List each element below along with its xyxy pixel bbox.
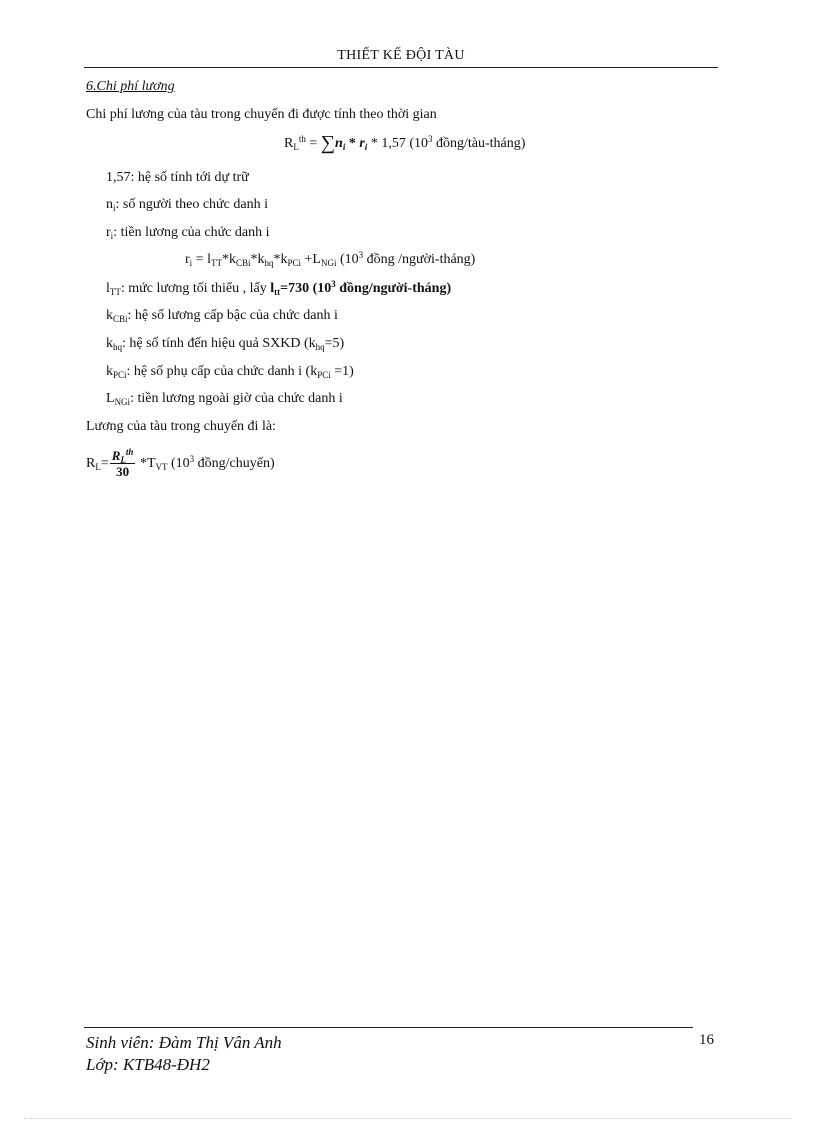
f2-l-sub: TT	[210, 258, 222, 268]
f1-lhs-sup: th	[298, 134, 306, 144]
page-number: 16	[699, 1032, 714, 1048]
ltt-value-sup: 3	[331, 279, 336, 289]
page-header-title: THIẾT KẾ ĐỘI TÀU	[337, 48, 465, 63]
definition-k-cbi	[106, 307, 338, 325]
f2-k3-sub: PCi	[287, 258, 302, 268]
definition-reserve-coefficient: 1,57: hệ số tính tới dự trữ	[106, 170, 249, 185]
khq-sub: hq	[113, 342, 122, 352]
f2-r: r	[185, 252, 190, 267]
kpci-sub: PCi	[113, 370, 127, 380]
f2-eq: = l	[192, 252, 211, 267]
f2-k1-sub: CBi	[235, 258, 251, 268]
f2-k2: *k	[250, 252, 265, 267]
footer-student-name: Sinh viên: Đàm Thị Vân Anh	[86, 1033, 282, 1052]
f1-lhs-sub: L	[293, 142, 299, 152]
d3-var: r	[106, 225, 111, 240]
fraction	[110, 448, 136, 479]
f2-l2-sub: NGi	[320, 258, 337, 268]
f1-eq: =	[305, 136, 321, 151]
formula-salary-per-month	[284, 134, 525, 153]
ltt-bold-var: l	[270, 281, 275, 296]
kpci-sub2: PCi	[317, 370, 331, 380]
f3-num: R	[111, 448, 121, 464]
f1-lhs: R	[284, 136, 294, 151]
f2-unit: đồng /người-tháng)	[363, 252, 476, 267]
kcbi-sub: CBi	[113, 314, 128, 324]
f1-n: n	[335, 136, 343, 151]
f2-plus: +L	[301, 252, 321, 267]
kcbi-var: k	[106, 308, 113, 323]
f2-r-sub: i	[189, 258, 193, 268]
ltt-var: l	[106, 281, 110, 296]
khq-sub2: hq	[315, 342, 325, 352]
page-bottom-border	[24, 1118, 792, 1119]
ltt-value-unit: đồng/người-tháng)	[335, 281, 452, 296]
sum-symbol: ∑	[320, 132, 336, 154]
f2-k3: *k	[273, 252, 288, 267]
f3-unit-pre: (10	[167, 456, 190, 471]
f2-unit-sup: 3	[358, 250, 364, 260]
definition-l-ngi	[106, 390, 343, 408]
fraction-numerator	[110, 448, 136, 464]
ltt-bold-sub: tt	[274, 287, 281, 297]
f3-mult-sub: VT	[155, 462, 168, 472]
f1-rest: * 1,57 (10	[367, 136, 428, 151]
header-rule	[84, 67, 718, 68]
lngi-text: : tiền lương ngoài giờ của chức danh i	[130, 391, 343, 406]
d3-text: : tiền lương của chức danh i	[113, 225, 270, 240]
f3-unit-sup: 3	[189, 454, 195, 464]
f3-mult: *T	[136, 456, 156, 471]
definition-n-i	[106, 196, 268, 214]
section-title: 6.Chi phí lương	[86, 79, 175, 94]
ltt-sub: TT	[109, 287, 121, 297]
f3-lhs-sub: L	[95, 462, 101, 472]
formula-salary-per-trip	[86, 447, 275, 481]
f3-eq: =	[100, 456, 109, 471]
f1-r: r	[359, 136, 365, 151]
formula-ri	[185, 251, 475, 269]
result-intro-text: Lương của tàu trong chuyến đi là:	[86, 419, 276, 434]
definition-r-i	[106, 224, 270, 242]
definition-l-tt	[106, 280, 451, 298]
d2-var: n	[106, 197, 113, 212]
f3-lhs: R	[86, 456, 96, 471]
fraction-denominator: 30	[116, 464, 130, 480]
f1-star: *	[345, 136, 360, 151]
kpci-end: =1)	[330, 364, 354, 379]
lngi-var: L	[106, 391, 115, 406]
f1-unit-sup: 3	[427, 134, 433, 144]
d2-sub: i	[113, 203, 116, 213]
d2-text: : số người theo chức danh i	[115, 197, 268, 212]
f3-num-sub: L	[120, 455, 126, 466]
khq-var: k	[106, 336, 113, 351]
footer-rule	[84, 1027, 693, 1028]
definition-k-pci	[106, 363, 354, 381]
ltt-value: =730 (10	[280, 281, 332, 296]
f2-k1: *k	[221, 252, 236, 267]
f1-unit: đồng/tàu-tháng)	[432, 136, 526, 151]
footer-class: Lớp: KTB48-ĐH2	[86, 1055, 210, 1074]
f3-unit: đồng/chuyến)	[194, 456, 275, 471]
definition-k-hq	[106, 335, 344, 353]
ltt-text: : mức lương tối thiểu , lấy	[120, 281, 271, 296]
f3-num-sup: th	[125, 447, 134, 458]
d3-sub: i	[110, 231, 114, 241]
kpci-var: k	[106, 364, 113, 379]
intro-text: Chi phí lương của tàu trong chuyến đi được tính theo thời gian	[86, 107, 437, 122]
kcbi-text: : hệ số lương cấp bậc của chức danh i	[127, 308, 338, 323]
khq-end: =5)	[324, 336, 345, 351]
lngi-sub: NGi	[114, 397, 131, 407]
f1-r-sub: i	[364, 142, 368, 152]
f1-n-sub: i	[342, 142, 346, 152]
kpci-text: : hệ số phụ cấp của chức danh i (k	[126, 364, 318, 379]
khq-text: : hệ số tính đến hiệu quả SXKD (k	[122, 336, 316, 351]
f2-unit-pre: (10	[336, 252, 359, 267]
f2-k2-sub: hq	[264, 258, 274, 268]
